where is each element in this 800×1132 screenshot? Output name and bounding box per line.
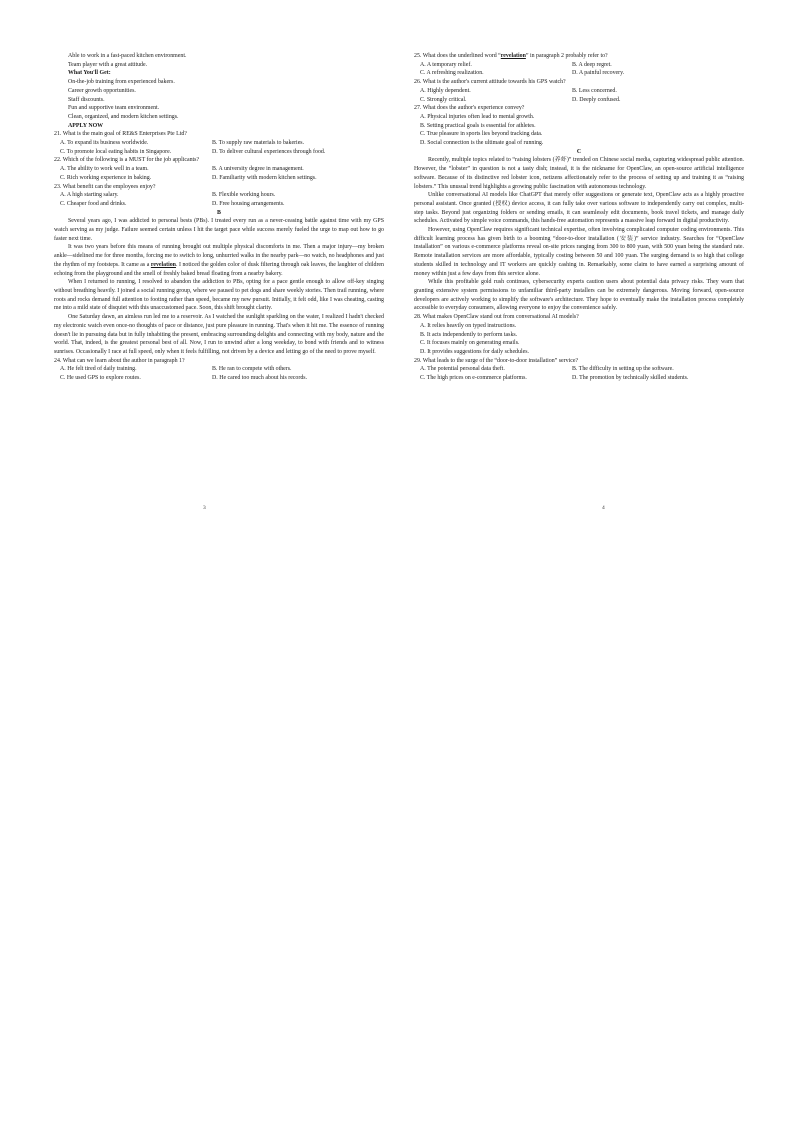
option-d: D. A painful recovery.: [572, 70, 625, 77]
benefit-line: Clean, organized, and modern kitchen settings.: [68, 113, 179, 120]
option-a: A. A temporary relief.: [420, 61, 472, 68]
option-a: A. The ability to work well in a team.: [60, 166, 149, 173]
question-25: [414, 52, 744, 78]
question-stem: 27. What does the author's experience convey?: [414, 105, 525, 112]
question-21: [54, 130, 384, 156]
benefit-line: Staff discounts.: [68, 96, 105, 103]
section-c-heading: C: [576, 148, 582, 155]
question-stem: 29. What leads to the surge of the “door-to-door installation” service?: [414, 357, 579, 364]
question-stem: 22. Which of the following is a MUST for the job applicants?: [54, 157, 200, 164]
passage-b-paragraph-4: One Saturday dawn, an aimless run led me to a reservoir. As I watched the sunlight sparkling on the water, I realized I hadn't checked my electronic watch even once-no thoughts of pace or distance, just pure pleasure in running. That's when it hit me. The essence of running doesn't lie in pursuing data but in fully inhabiting the present, embracing surrounding delights and connecting with my body, nature and the world. That, indeed, is the greatest personal best of all. Now, I run to unwind after a long weekday, to bond with friends and to witness sunrises. Occasionally I race at full speed, only when it feels fulfilling, not driven by a device and letting go of the need to prove myself.: [54, 314, 384, 355]
requirement-line: Able to work in a fast-paced kitchen environment.: [68, 53, 187, 59]
option-d: D. Familiarity with modern kitchen settings.: [212, 174, 317, 181]
option-b: B. The difficulty in setting up the software.: [572, 366, 674, 373]
question-stem: 23. What benefit can the employees enjoy?: [54, 183, 156, 190]
benefit-line: On-the-job training from experienced bakers.: [68, 79, 175, 86]
option-d: D. He cared too much about his records.: [212, 375, 308, 382]
option-a: A. To expand its business worldwide.: [60, 140, 149, 147]
passage-c-paragraph-4: While this profitable gold rush continues, cybersecurity experts caution users about potential data privacy risks. They warn that granting extensive system permissions to unfamiliar third-party installers can be extremely dangerous. Moving forward, open-source developers are actively working to simplify the software's architecture. They hope to eventually make the installation process completely accessible to everyday consumers, allowing everyone to enjoy the convenience safely.: [414, 279, 744, 312]
option-c: C. It focuses mainly on generating emails.: [420, 340, 520, 347]
question-stem: 26. What is the author's current attitude towards his GPS watch?: [414, 79, 566, 86]
benefit-line: Fun and supportive team environment.: [68, 105, 160, 112]
passage-b-paragraph-3: When I returned to running, I resolved to abandon the addiction to PBs, opting for a pace gentle enough to allow off-key singing without breathing heavily. I joined a social running group, where we paused to pet dogs and share weekly stories. Then trail running, where roots and rocks demand full attention to footing rather than speed, became my new pursuit. Initially, it felt odd, like I was cheating, casting me into a mild state of disquiet with this unaccustomed pace. Soon, this shift brought clarity.: [54, 279, 384, 312]
option-c: C. To promote local eating habits in Singapore.: [60, 148, 172, 155]
option-c: C. The high prices on e-commerce platforms.: [420, 375, 527, 382]
passage-c-paragraph-1: Recently, multiple topics related to “raising lobsters (养虾)” trended on Chinese social media, capturing widespread public attention. However, the “lobster” in question is not a tasty dish; instead, it is the nickname for OpenClaw, an open-source artificial intelligence software. Because of its distinctive red lobster icon, netizens affectionately refer to the process of setting up and training it as “raising lobsters.” This unusual trend highlights a growing public fascination with autonomous technology.: [414, 157, 744, 190]
passage-b-paragraph-1: Several years ago, I was addicted to personal bests (PBs). I treated every run as a never-ceasing battle against time with my GPS watch serving as my judge. Failure seemed certain unless I hit the target pace while success merely fueled the urge to map out how to go faster next time.: [54, 218, 384, 242]
option-d: D. To deliver cultural experiences through food.: [212, 148, 326, 155]
question-24: [54, 357, 384, 383]
benefit-line: Career growth opportunities.: [68, 87, 136, 94]
option-c: C. True pleasure in sports lies beyond tracking data.: [420, 131, 543, 138]
passage-c-paragraph-3: However, using OpenClaw requires significant technical expertise, often involving complicated computer coding environments. This difficult learning process has given birth to a booming “door-to-door installation (安装)” service industry. Searches for “OpenClaw installation” on various e-commerce platforms reveal on-site prices ranging from 300 to 800 yuan, with 500 yuan being the standard rate. Remote installation services are more affordable, typically costing between 50 and 100 yuan. The surging demand is so high that college students skilled in technology and IT workers are quickly cashing in. Remarkably, some claim to have earned a surprising amount of money within just a few days from this service alone.: [414, 227, 744, 277]
question-22: [54, 156, 384, 182]
option-d: D. Deeply confused.: [572, 96, 621, 103]
option-b: B. Less concerned.: [572, 87, 617, 94]
option-c: C. A refreshing realization.: [420, 70, 484, 77]
question-28: [414, 313, 744, 357]
option-d: D. Free housing arrangements.: [212, 200, 285, 207]
benefits-heading: What You'll Get:: [68, 70, 111, 77]
underlined-keyword: revelation: [150, 261, 176, 268]
option-b: B. A deep regret.: [572, 61, 612, 68]
apply-now-text: APPLY NOW: [68, 122, 104, 129]
option-c: C. He used GPS to explore routes.: [60, 375, 141, 382]
option-a: A. It relies heavily on typed instructions.: [420, 322, 517, 329]
option-a: A. Physical injuries often lead to mental growth.: [420, 113, 535, 120]
option-b: B. To supply raw materials to bakeries.: [212, 140, 305, 147]
right-column: [414, 52, 744, 383]
option-d: D. Social connection is the ultimate goal of running.: [420, 140, 544, 147]
page-number-right: 4: [602, 505, 605, 511]
option-d: D. The promotion by technically skilled students.: [572, 375, 689, 382]
option-b: B. Flexible working hours.: [212, 192, 276, 199]
option-a: A. A high starting salary.: [60, 192, 119, 199]
option-b: B. Setting practical goals is essential for athletes.: [420, 122, 536, 129]
left-column: [54, 52, 384, 383]
option-c: C. Cheaper food and drinks.: [60, 200, 127, 207]
question-stem: 25. What does the underlined word “revelation” in paragraph 2 probably refer to?: [414, 53, 608, 59]
option-b: B. A university degree in management.: [212, 166, 304, 173]
option-d: D. It provides suggestions for daily schedules.: [420, 348, 529, 355]
question-27: [414, 104, 744, 148]
option-b: B. It acts independently to perform tasks.: [420, 331, 518, 338]
section-b-heading: B: [217, 209, 221, 216]
option-a: A. He felt tired of daily training.: [60, 366, 137, 373]
question-26: [414, 78, 744, 104]
requirement-line: Team player with a great attitude.: [68, 61, 148, 68]
option-a: A. The potential personal data theft.: [420, 366, 505, 373]
option-c: C. Strongly critical.: [420, 96, 467, 103]
option-b: B. He ran to compete with others.: [212, 366, 292, 373]
question-23: [54, 183, 384, 209]
passage-c-paragraph-2: Unlike conversational AI models like ChatGPT that merely offer suggestions or generate text, OpenClaw acts as a highly proactive personal assistant. Once granted (授权) device access, it can fully take over various software to independently carry out complex, multi-step tasks. Beyond just organizing folders or sending emails, it can seamlessly edit documents, book travel tickets, and manage daily schedules. Activated by simple voice commands, this hands-free automation represents a massive leap forward in digital productivity.: [414, 192, 744, 225]
question-stem: 21. What is the main goal of RE&S Enterprises Pte Ltd?: [54, 131, 187, 138]
underlined-keyword: revelation: [500, 53, 526, 59]
passage-b-paragraph-2: It was two years before this means of running brought out multiple physical discomforts in me. Then a major injury—my broken ankle—sidelined me for three months, forcing me to switch to long, unhurried walks in the nearby park—no watch, no headphones and just the rhythm of my footsteps. It came as a revelation. I noticed the golden color of dusk filtering through oak leaves, the laughter of children echoing from the playground and the smell of freshly baked bread floating from a nearby bakery.: [54, 244, 384, 277]
page-number-left: 3: [203, 505, 206, 511]
option-c: C. Rich working experience in baking.: [60, 174, 152, 181]
question-29: [414, 357, 744, 383]
question-stem: 24. What can we learn about the author in paragraph 1?: [54, 357, 185, 364]
option-a: A. Highly dependent.: [420, 87, 471, 94]
question-stem: 28. What makes OpenClaw stand out from conversational AI models?: [414, 314, 579, 321]
